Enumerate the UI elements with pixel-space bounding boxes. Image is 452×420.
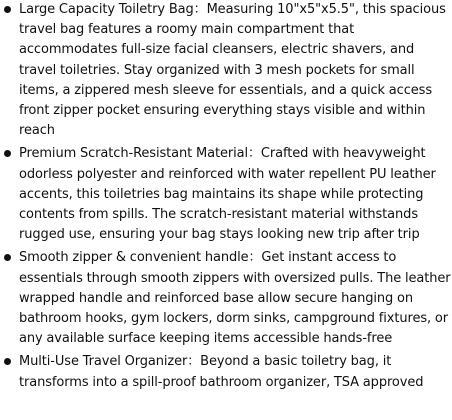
feature-text: Smooth zipper & convenient handle：Get instant access to essentials through smooth zippers with oversized pulls. The leather wrapped handle and reinforced base allow secure hanging on bathroom hooks, gym lockers, dorm sinks, campground fixtures, or any available surface keeping items accessible hands-free	[19, 250, 451, 347]
bullet-dot-icon	[4, 254, 11, 261]
bullet-dot-icon	[4, 6, 11, 13]
bullet-dot-icon	[4, 150, 11, 157]
feature-bullet-item	[0, 144, 452, 245]
feature-text: Premium Scratch-Resistant Material：Crafted with heavyweight odorless polyester and reinforced with water repellent PU leather accents, this toiletries bag maintains its shape while protecting contents from spills. The scratch-resistant material withstands rugged use, ensuring your bag stays looking new trip after trip	[19, 146, 436, 243]
feature-bullet-item	[0, 248, 452, 349]
bullet-dot-icon	[4, 358, 11, 365]
feature-text: Multi-Use Travel Organizer：Beyond a basic toiletry bag, it transforms into a spill-proof bathroom organizer, TSA approved	[19, 354, 424, 390]
feature-bullet-item	[0, 352, 452, 392]
feature-bullet-item	[0, 0, 452, 141]
feature-text: Large Capacity Toiletry Bag：Measuring 10"x5"x5.5", this spacious travel bag features a roomy main compartment that accommodates full-size facial cleansers, electric shavers, and travel toiletries. Stay organized with 3 mesh pockets for small items, a zippered mesh sleeve for essentials, and a quick access front zipper pocket ensuring everything stays visible and within reach	[19, 2, 446, 139]
